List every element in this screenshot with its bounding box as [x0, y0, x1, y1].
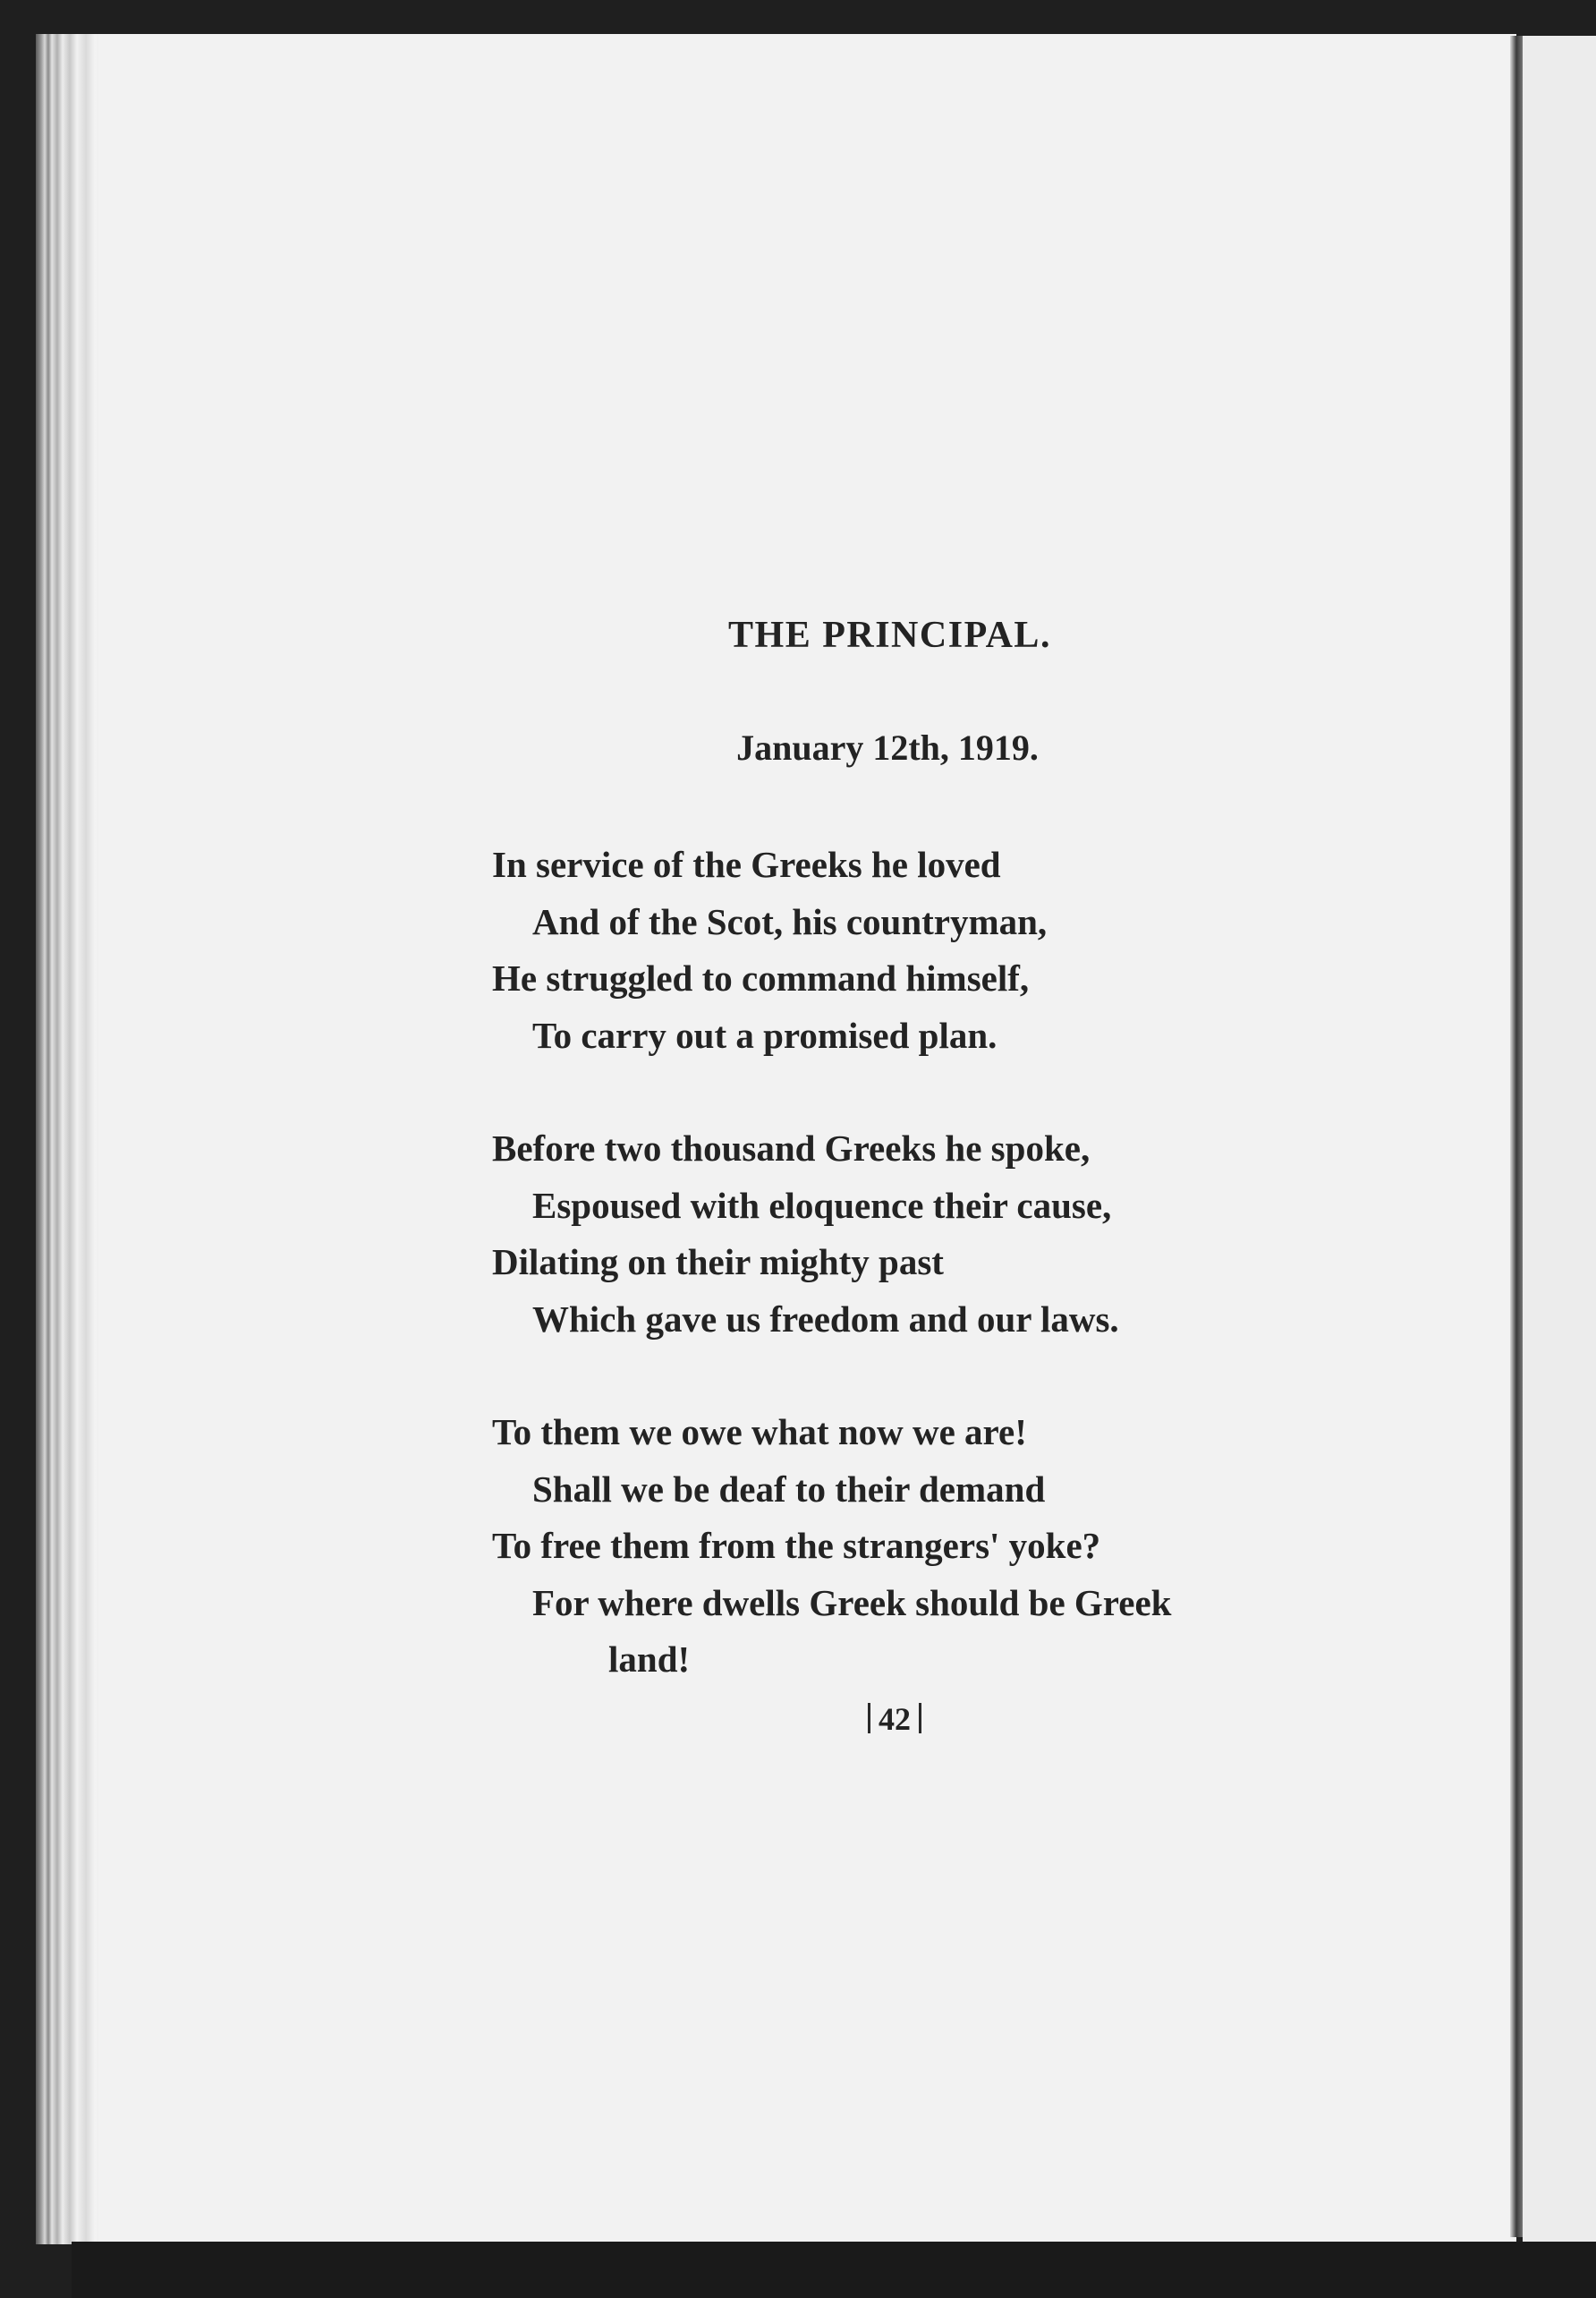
- poem-line: And of the Scot, his countryman,: [532, 900, 1048, 942]
- poem-line: To free them from the strangers' yoke?: [492, 1525, 1101, 1566]
- poem-line: In service of the Greeks he loved: [492, 844, 1001, 885]
- bottom-edge-shadow: [72, 2242, 1596, 2298]
- poem-line: Before two thousand Greeks he spoke,: [492, 1128, 1091, 1169]
- poem-line: For where dwells Greek should be Greek: [532, 1581, 1172, 1623]
- poem-line: To them we owe what now we are!: [492, 1411, 1027, 1452]
- page-number-bar-left: [868, 1703, 870, 1733]
- poem-line: He struggled to command himself,: [492, 958, 1030, 999]
- poem-line: To carry out a promised plan.: [532, 1014, 998, 1056]
- gutter-shadow: [1510, 36, 1523, 2237]
- page-number-value: 42: [879, 1701, 911, 1737]
- poem-title: THE PRINCIPAL.: [728, 615, 1051, 656]
- poem-line: Espoused with eloquence their cause,: [532, 1184, 1112, 1226]
- page-number: [845, 1700, 944, 1738]
- page-edge-stack: [36, 34, 107, 2244]
- stanza-3: [492, 1404, 1171, 1689]
- poem-line: Shall we be deaf to their demand: [532, 1468, 1046, 1510]
- poem-line: land!: [608, 1638, 691, 1680]
- page-number-bar-right: [919, 1703, 921, 1733]
- poem-line: Which gave us freedom and our laws.: [532, 1298, 1119, 1340]
- stanza-1: [492, 837, 1171, 1064]
- poem-date: January 12th, 1919.: [736, 728, 1039, 768]
- facing-page-edge: [1523, 36, 1596, 2242]
- poem-line: Dilating on their mighty past: [492, 1241, 944, 1282]
- poem-body: [492, 837, 1171, 1745]
- stanza-2: [492, 1120, 1171, 1348]
